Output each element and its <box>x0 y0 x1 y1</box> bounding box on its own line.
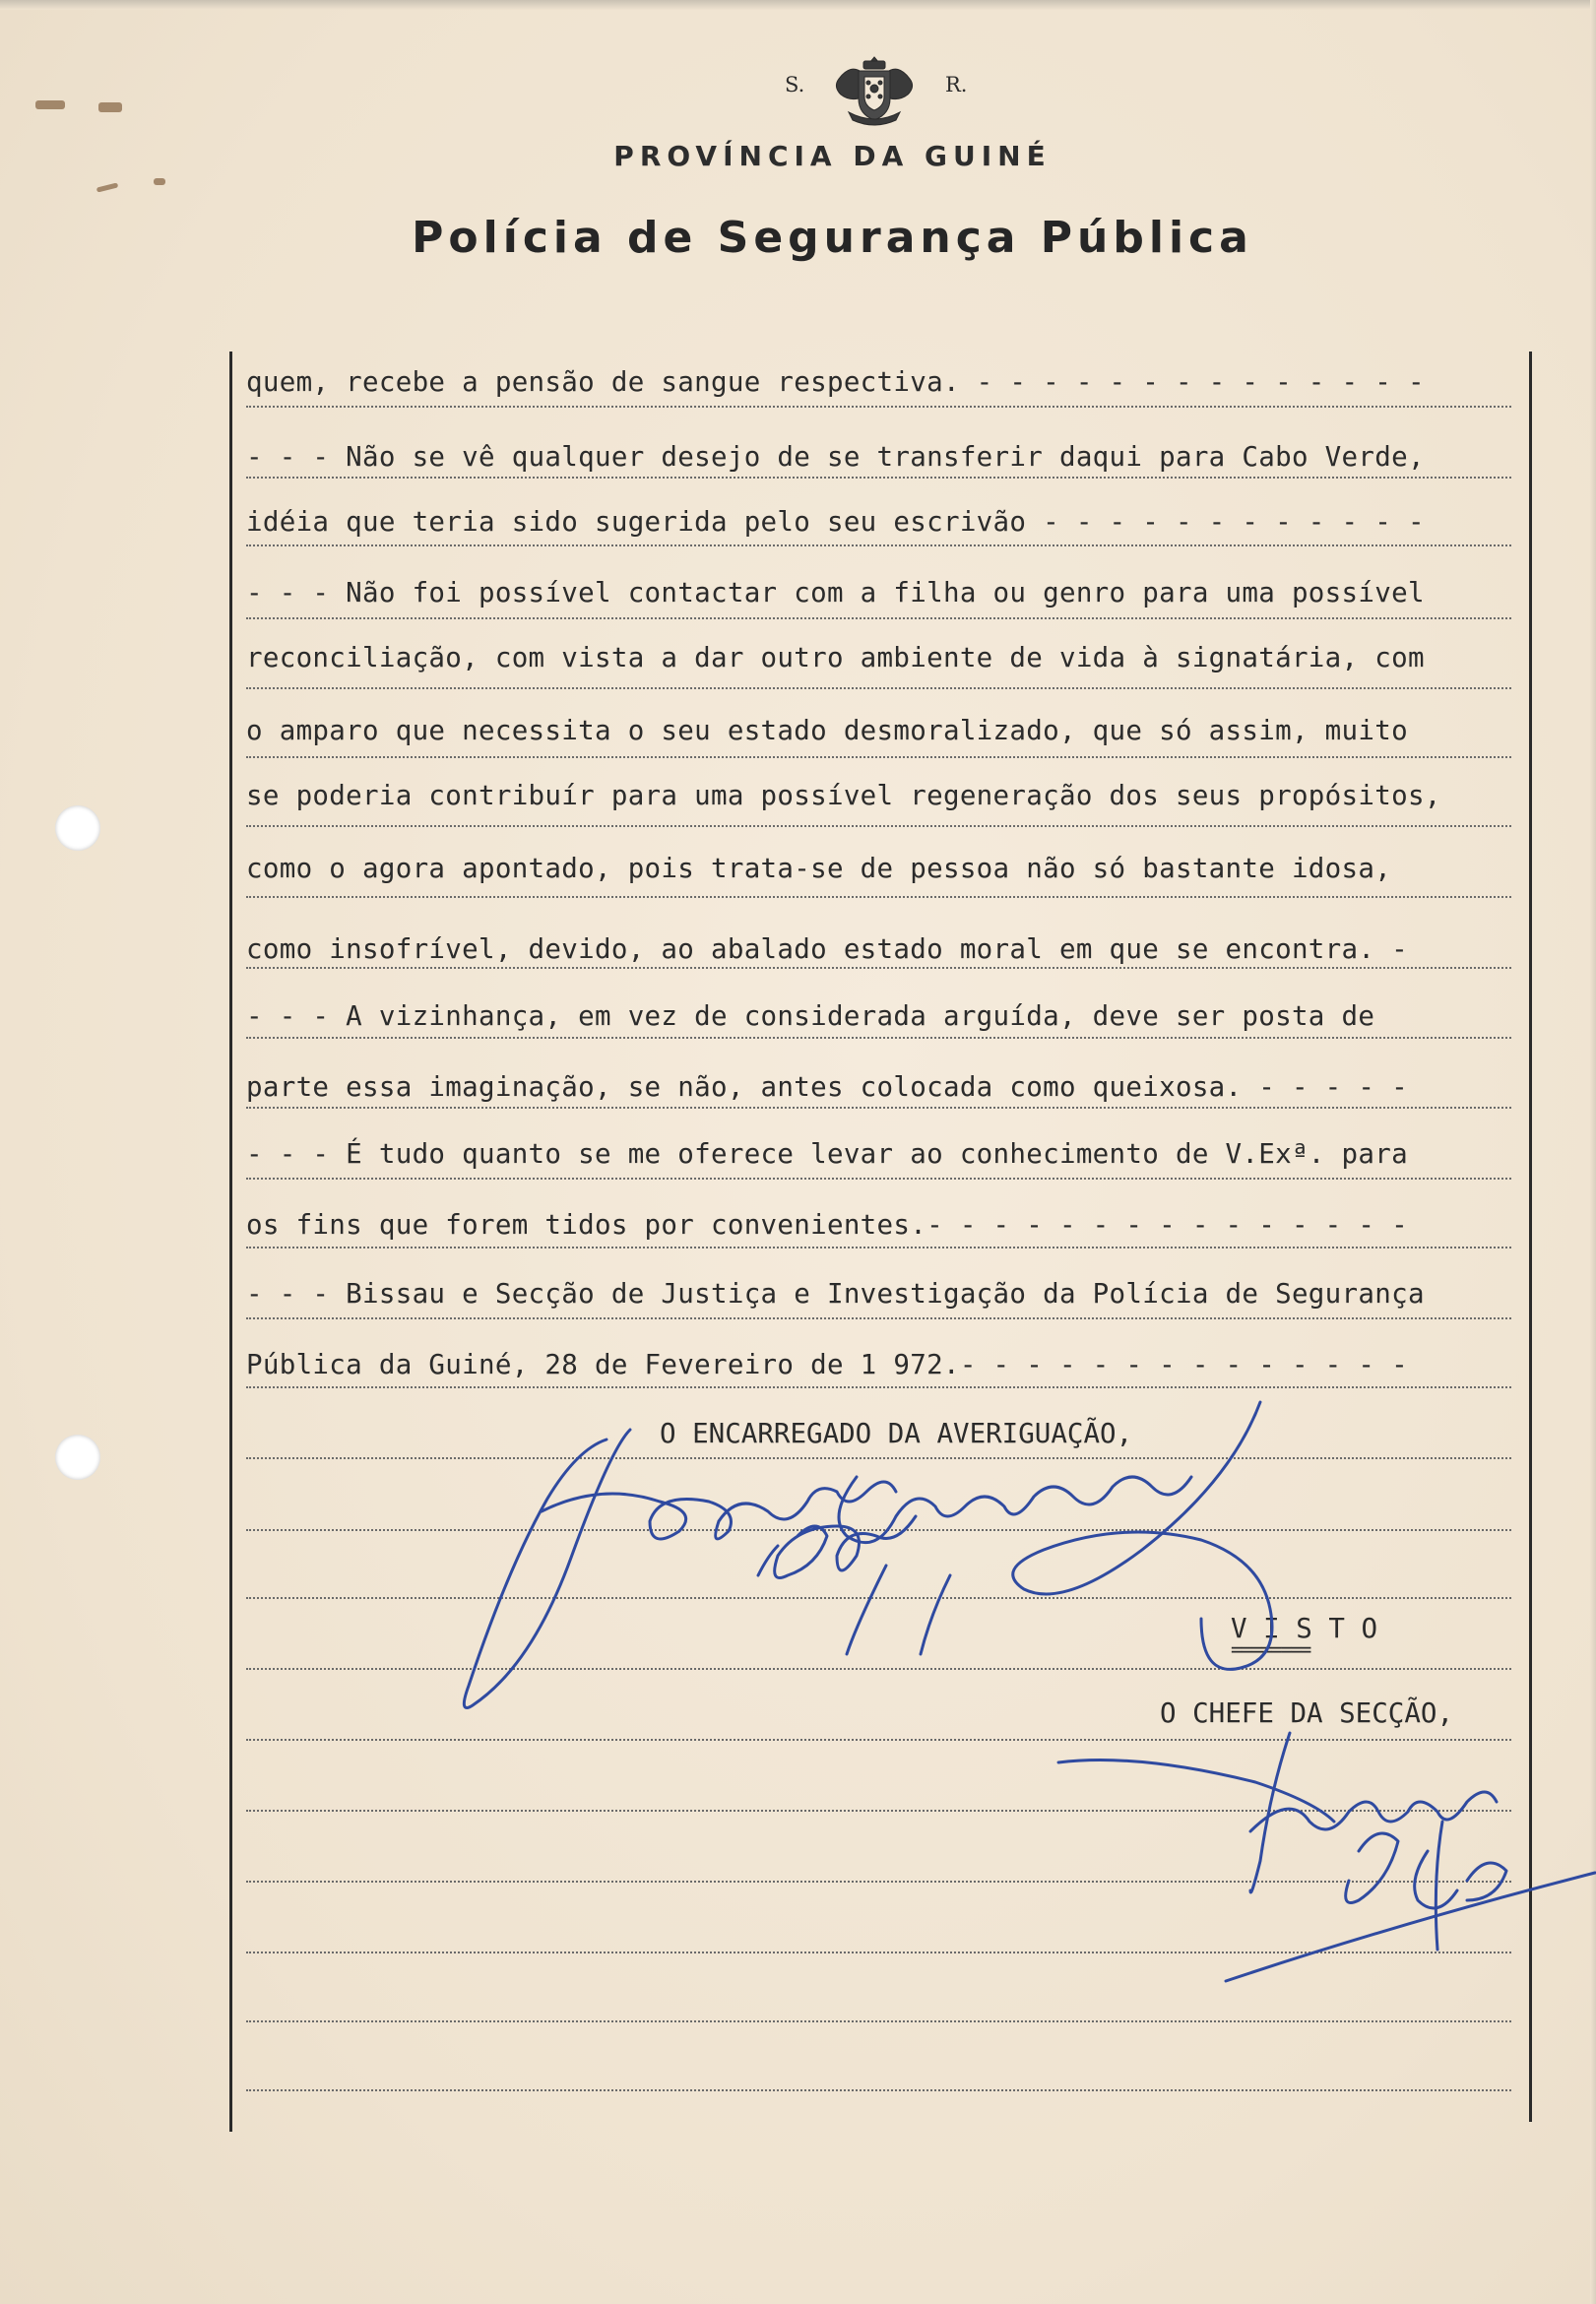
punch-hole-top <box>55 805 100 851</box>
rust-mark <box>154 178 165 185</box>
rule-line <box>246 477 1511 479</box>
rule-line <box>246 1668 1511 1670</box>
body-line-7: se poderia contribuír para uma possível regeneração dos seus propósitos, <box>246 780 1441 811</box>
chief-signature-stroke <box>1058 1760 1334 1823</box>
body-line-15: Pública da Guiné, 28 de Fevereiro de 1 972.- - - - - - - - - - - - - - <box>246 1349 1408 1380</box>
rule-line <box>246 825 1511 827</box>
rule-line <box>246 2089 1511 2091</box>
rule-line <box>246 406 1511 408</box>
officer-signature-stroke <box>464 1430 630 1708</box>
officer-title: O ENCARREGADO DA AVERIGUAÇÃO, <box>660 1418 1133 1449</box>
page-right-edge <box>1590 0 1596 2304</box>
rule-line <box>246 1178 1511 1180</box>
rule-line <box>246 2020 1511 2022</box>
chief-signature-stroke <box>1250 1733 1497 1892</box>
rule-line <box>246 1107 1511 1109</box>
rule-line <box>246 896 1511 898</box>
body-line-1: quem, recebe a pensão de sangue respectiva. - - - - - - - - - - - - - - <box>246 366 1425 398</box>
seen-underline: ======== <box>1231 1637 1310 1661</box>
institution-heading: Polícia de Segurança Pública <box>412 213 1253 263</box>
rule-line <box>246 1952 1511 1953</box>
coat-of-arms-emblem <box>829 51 920 132</box>
officer-signature-stroke <box>847 1566 886 1654</box>
body-line-9: como insofrível, devido, ao abalado estado moral em que se encontra. - <box>246 933 1408 965</box>
chief-signature-stroke <box>1346 1833 1506 1908</box>
left-margin-line <box>229 352 232 2132</box>
rust-mark <box>98 102 122 112</box>
rule-line <box>246 1810 1511 1812</box>
chief-title: O CHEFE DA SECÇÃO, <box>1160 1697 1454 1729</box>
seen-label: V I S T O <box>1231 1613 1378 1644</box>
header-abbr-left: S. <box>785 73 805 96</box>
rust-mark <box>35 100 65 109</box>
body-line-2: - - - Não se vê qualquer desejo de se transferir daqui para Cabo Verde, <box>246 441 1425 473</box>
rule-line <box>246 1597 1511 1599</box>
officer-signature-stroke <box>758 1516 916 1578</box>
header-abbr-right: R. <box>945 73 968 96</box>
officer-signature-stroke <box>921 1575 950 1654</box>
right-margin-line <box>1529 352 1532 2122</box>
rule-line <box>246 967 1511 969</box>
province-heading: PROVÍNCIA DA GUINÉ <box>613 140 1052 172</box>
rule-line <box>246 687 1511 689</box>
rule-line <box>246 617 1511 619</box>
body-line-12: - - - É tudo quanto se me oferece levar ao conhecimento de V.Exª. para <box>246 1138 1408 1170</box>
rule-line <box>246 1317 1511 1319</box>
rule-line <box>246 1037 1511 1039</box>
body-line-11: parte essa imaginação, se não, antes colocada como queixosa. - - - - - <box>246 1071 1408 1103</box>
rule-line <box>246 1881 1511 1883</box>
rule-line <box>246 544 1511 546</box>
chief-signature-stroke <box>1436 1822 1442 1950</box>
body-line-10: - - - A vizinhança, em vez de considerada arguída, deve ser posta de <box>246 1000 1375 1032</box>
body-line-6: o amparo que necessita o seu estado desmoralizado, que só assim, muito <box>246 715 1408 746</box>
rule-line <box>246 1247 1511 1248</box>
body-line-14: - - - Bissau e Secção de Justiça e Investigação da Polícia de Segurança <box>246 1278 1425 1310</box>
body-line-13: os fins que forem tidos por convenientes.- - - - - - - - - - - - - - - <box>246 1209 1408 1241</box>
page-top-edge <box>0 0 1596 10</box>
chief-signature-stroke <box>1226 1873 1595 1981</box>
body-line-3: idéia que teria sido sugerida pelo seu escrivão - - - - - - - - - - - - <box>246 506 1425 538</box>
punch-hole-bottom <box>55 1435 100 1480</box>
rule-line <box>246 1739 1511 1741</box>
rule-line <box>246 1457 1511 1459</box>
body-line-4: - - - Não foi possível contactar com a filha ou genro para uma possível <box>246 577 1425 608</box>
body-line-8: como o agora apontado, pois trata-se de pessoa não só bastante idosa, <box>246 853 1392 884</box>
rust-mark <box>96 182 119 192</box>
officer-signature-stroke <box>839 1477 1191 1543</box>
rule-line <box>246 1529 1511 1531</box>
rule-line <box>246 756 1511 758</box>
body-line-5: reconciliação, com vista a dar outro ambiente de vida à signatária, com <box>246 642 1425 673</box>
rule-line <box>246 1386 1511 1388</box>
